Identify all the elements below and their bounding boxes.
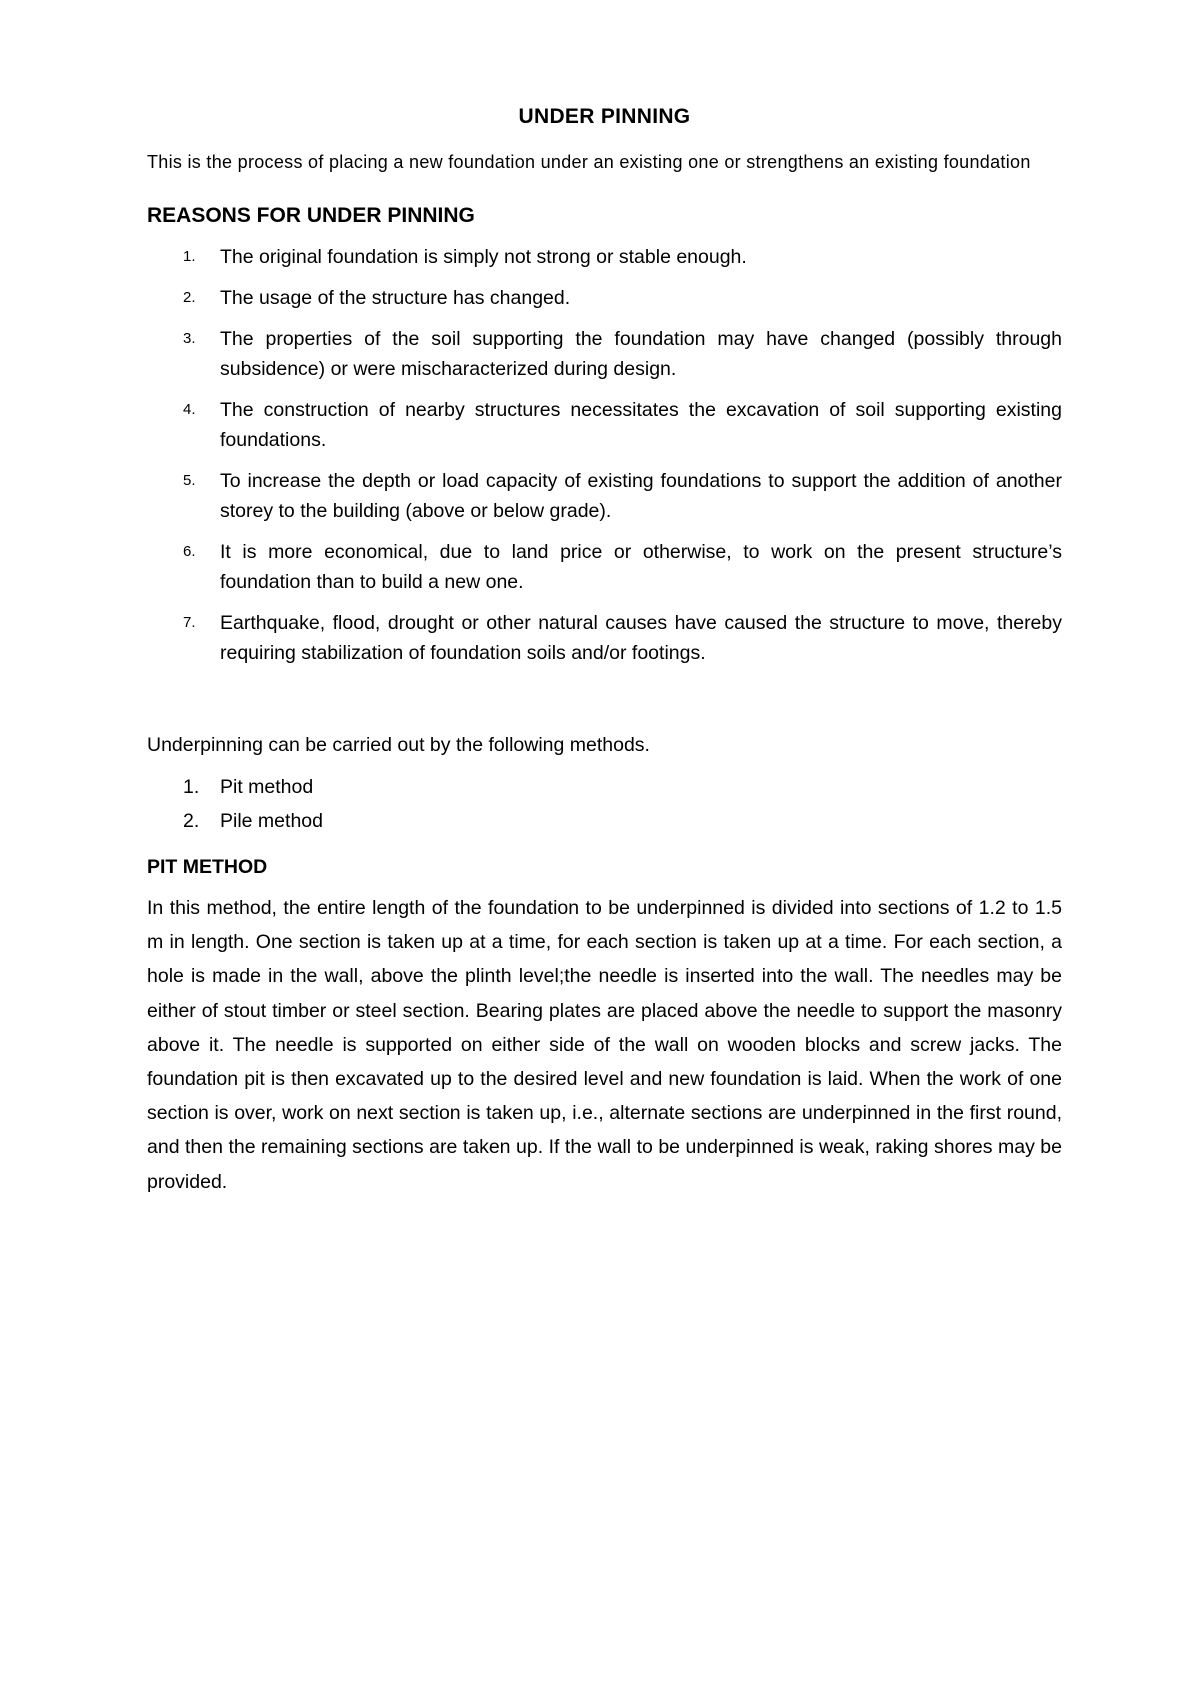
methods-intro-paragraph: Underpinning can be carried out by the following methods. bbox=[147, 734, 650, 756]
list-item-text: To increase the depth or load capacity of existing foundations to support the addition of another storey to the building (above or below grade). bbox=[220, 470, 1062, 522]
pit-method-heading: PIT METHOD bbox=[147, 856, 268, 878]
list-number: 7. bbox=[183, 614, 196, 631]
list-number: 1. bbox=[183, 248, 196, 265]
list-item-text: Pile method bbox=[220, 810, 323, 832]
list-item bbox=[147, 770, 1062, 804]
pit-method-paragraph: In this method, the entire length of the foundation to be underpinned is divided into sections of 1.2 to 1.5 m in length. One section is taken up at a time, for each section is taken up at a time. For each section, a hole is made in the wall, above the plinth level;the needle is inserted into the wall. The needles may be either of stout timber or steel section. Bearing plates are placed above the needle to support the masonry above it. The needle is supported on either side of the wall on wooden blocks and screw jacks. The foundation pit is then excavated up to the desired level and new foundation is laid. When the work of one section is over, work on next section is taken up, i.e., alternate sections are underpinned in the first round, and then the remaining sections are taken up. If the wall to be underpinned is weak, raking shores may be provided. bbox=[147, 897, 1062, 1193]
list-item bbox=[147, 537, 1062, 597]
list-number: 2. bbox=[183, 289, 196, 306]
reasons-heading: REASONS FOR UNDER PINNING bbox=[147, 204, 475, 227]
list-item-text: Earthquake, flood, drought or other natural causes have caused the structure to move, thereby requiring stabilization of foundation soils and/or footings. bbox=[220, 612, 1062, 664]
document-page bbox=[147, 105, 1062, 1199]
reasons-list bbox=[147, 242, 1062, 668]
list-number: 3. bbox=[183, 330, 196, 347]
list-number: 4. bbox=[183, 401, 196, 418]
list-number: 6. bbox=[183, 543, 196, 560]
list-item-text: Pit method bbox=[220, 776, 314, 798]
intro-paragraph: This is the process of placing a new foundation under an existing one or strengthens an existing foundation bbox=[147, 152, 1031, 172]
list-item bbox=[147, 242, 1062, 272]
list-number: 5. bbox=[183, 472, 196, 489]
methods-list bbox=[147, 770, 1062, 838]
list-item-text: It is more economical, due to land price or otherwise, to work on the present structure’s foundation than to build a new one. bbox=[220, 541, 1062, 593]
document-title: UNDER PINNING bbox=[518, 105, 691, 128]
list-number: 1. bbox=[183, 776, 200, 798]
list-item bbox=[147, 283, 1062, 313]
list-item bbox=[147, 608, 1062, 668]
list-item bbox=[147, 324, 1062, 384]
list-item bbox=[147, 395, 1062, 455]
list-number: 2. bbox=[183, 810, 200, 832]
list-item-text: The usage of the structure has changed. bbox=[220, 287, 571, 309]
list-item-text: The original foundation is simply not strong or stable enough. bbox=[220, 246, 747, 268]
list-item-text: The construction of nearby structures necessitates the excavation of soil supporting existing foundations. bbox=[220, 399, 1062, 451]
list-item-text: The properties of the soil supporting the foundation may have changed (possibly through subsidence) or were mischaracterized during design. bbox=[220, 328, 1062, 380]
list-item bbox=[147, 804, 1062, 838]
list-item bbox=[147, 466, 1062, 526]
